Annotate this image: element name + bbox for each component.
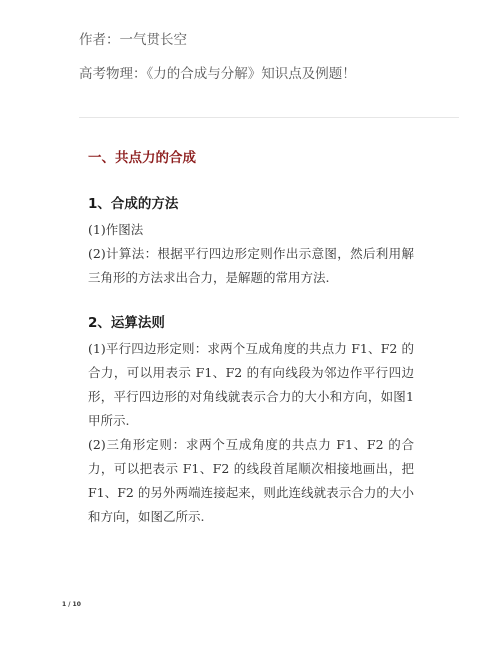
paragraph-graphing: (1)作图法 [88, 222, 144, 237]
page-number: 1 / 10 [62, 601, 81, 608]
subsection-title-method: 1、合成的方法 [88, 196, 179, 212]
spacer [88, 290, 414, 312]
section-title: 一、共点力的合成 [88, 150, 196, 166]
header-divider [79, 117, 459, 118]
document-body [88, 147, 414, 529]
document-subtitle: 高考物理：《力的合成与分解》知识点及例题！ [79, 66, 356, 82]
document-header [79, 30, 459, 84]
author-line: 作者：一气贯长空 [79, 32, 187, 48]
paragraph-calculation: (2)计算法：根据平行四边形定则作出示意图，然后利用解三角形的方法求出合力，是解题的常用方法. [88, 246, 414, 285]
paragraph-triangle-rule: (2)三角形定则：求两个互成角度的共点力 F1、F2 的合力，可以把表示 F1、F2 的线段首尾顺次相接地画出，把F1、F2 的另外两端连接起来，则此连线就表示合力的大小和方向，如图乙所示. [88, 437, 414, 524]
paragraph-parallelogram-rule: (1)平行四边形定则：求两个互成角度的共点力 F1、F2 的合力，可以用表示 F1、F2 的有向线段为邻边作平行四边形，平行四边形的对角线就表示合力的大小和方向，如图1甲所示. [88, 341, 414, 428]
subsection-title-rules: 2、运算法则 [88, 315, 165, 331]
